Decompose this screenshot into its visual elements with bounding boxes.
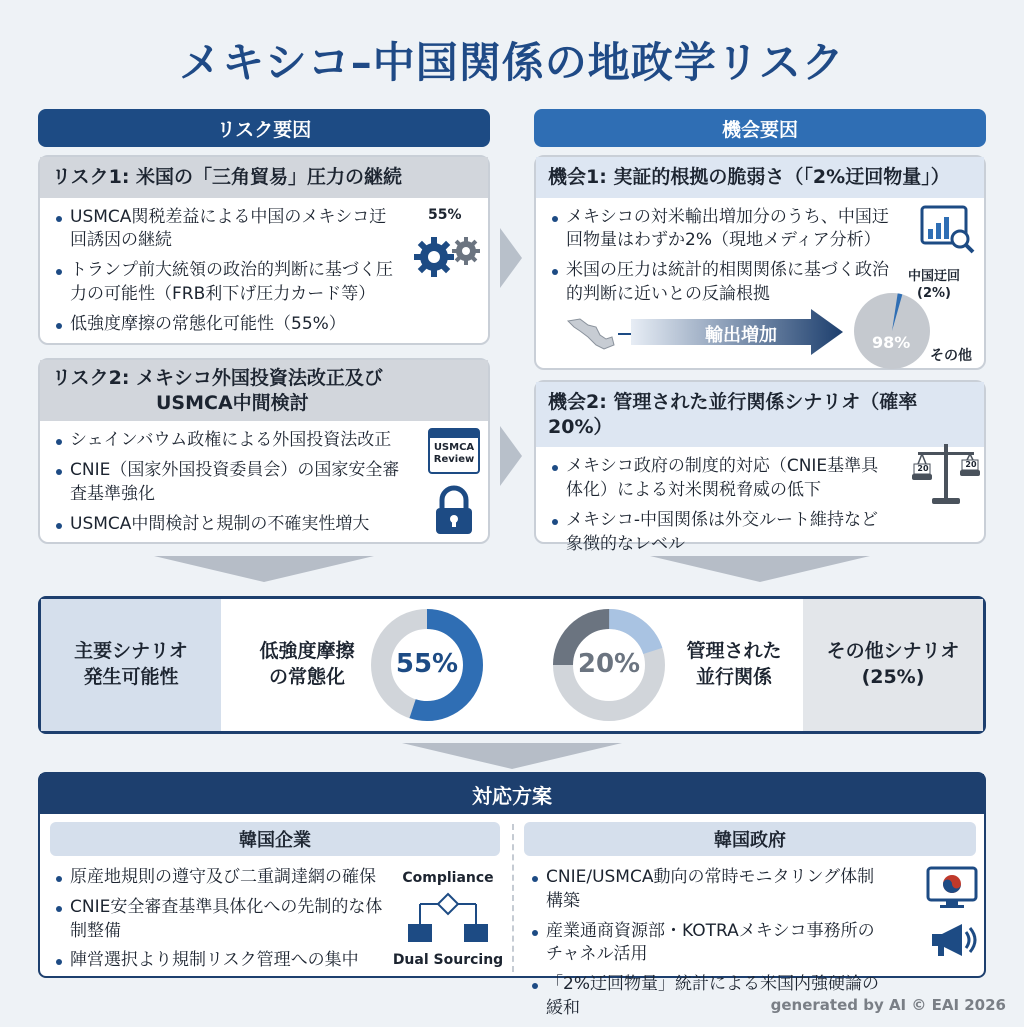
pie-main-label: 98%: [872, 333, 911, 352]
other-scenario-line2: (25%): [861, 666, 925, 688]
risk2-bullet: USMCA中間検討と規制の不確実性増大: [54, 513, 408, 537]
page-title: メキシコ–中国関係の地政学リスク: [179, 38, 845, 87]
opp1-card: [534, 155, 986, 370]
risk1-card: [38, 155, 490, 345]
scenario-label-line2: 発生可能性: [83, 666, 179, 688]
risk2-bullet: CNIE（国家外国投資委員会）の国家安全審査基準強化: [54, 459, 408, 507]
risk1-title: リスク1: 米国の「三角貿易」圧力の継続: [40, 157, 488, 198]
gear-percent-label: 55%: [428, 207, 462, 223]
risk1-bullet: USMCA関税差益による中国のメキシコ迂回誘因の継続: [54, 206, 398, 254]
analytics-icon: [920, 205, 976, 255]
korea-gov-bullet: CNIE/USMCA動向の常時モニタリング体制構築: [530, 866, 884, 914]
pie-other-label: その他: [930, 348, 972, 364]
response-header: 対応方案: [40, 774, 984, 814]
korea-gov-bullet: 「2%迂回物量」統計による米国内強硬論の緩和: [530, 973, 884, 1021]
korea-corp-header: 韓国企業: [50, 822, 500, 856]
risk2-title-line2: USMCA中間検討: [156, 391, 309, 414]
dual-sourcing-diagram-icon: [406, 890, 490, 948]
opp1-title: 機会1: 実証的根拠の脆弱さ（「2%迂回物量」）: [536, 157, 984, 198]
down-arrow-icon: [650, 556, 870, 582]
risk-header: リスク要因: [38, 109, 490, 147]
scale-right-weight: 20: [965, 460, 977, 469]
scenario1-value: 55%: [395, 649, 459, 679]
korea-gov-bullet: 産業通商資源部・KOTRAメキシコ事務所のチャネル活用: [530, 920, 884, 968]
korea-corp-bullet: 原産地規則の遵守及び二重調達網の確保: [54, 866, 388, 890]
korea-gov-header: 韓国政府: [524, 822, 976, 856]
calendar-line2: Review: [433, 454, 475, 465]
scenario2-value: 20%: [577, 649, 641, 679]
calendar-line1: USMCA: [433, 442, 475, 453]
scenario1-label: [237, 599, 377, 731]
opp2-bullet: メキシコ政府の制度的対応（CNIE基準具体化）による対米関税脅威の低下: [550, 455, 894, 503]
pie-small-label: [908, 269, 960, 303]
scenario2-line2: 並行関係: [695, 666, 772, 688]
scale-left-weight: 20: [917, 464, 929, 473]
connector-line: [618, 333, 632, 335]
down-arrow-icon: [402, 743, 622, 769]
column-divider: [512, 824, 514, 972]
opp2-bullet: メキシコ-中国関係は外交ルート維持など象徴的なレベル: [550, 509, 894, 557]
opportunity-header: 機会要因: [534, 109, 986, 147]
risk2-card: [38, 358, 490, 544]
other-scenario-cell: [803, 599, 983, 731]
opp2-card: [534, 380, 986, 554]
scenario-label-cell: [41, 599, 221, 731]
other-scenario-line1: その他シナリオ: [826, 640, 960, 663]
diversion-pie-chart: [852, 291, 932, 371]
scenario-label-line1: 主要シナリオ: [74, 640, 188, 663]
scenario1-line1: 低強度摩擦: [259, 640, 355, 663]
scenario2-label: [669, 599, 799, 731]
pie-small-label-line1: 中国迂回: [908, 269, 961, 284]
calendar-icon: [428, 428, 480, 474]
chevron-right-icon: [500, 228, 522, 288]
watermark: generated by AI © EAI 2026: [770, 996, 1006, 1014]
risk1-bullet: 低強度摩擦の常態化可能性（55%）: [54, 313, 398, 337]
compliance-label: Compliance: [402, 870, 494, 886]
export-arrow-label: 輸出増加: [705, 325, 777, 346]
risk2-title-line1: リスク2: メキシコ外国投資法改正及び: [52, 367, 383, 389]
scenario2-line1: 管理された: [686, 640, 782, 663]
down-arrow-icon: [154, 556, 374, 582]
risk2-bullet: シェインバウム政権による外国投資法改正: [54, 429, 408, 453]
risk2-title: [40, 360, 488, 421]
monitor-flag-icon: [926, 866, 978, 910]
scenario-panel: [38, 596, 986, 734]
balance-scale-icon: [910, 440, 982, 508]
scenario1-line2: の常態化: [268, 666, 345, 688]
mexico-map-icon: [566, 315, 616, 353]
lock-icon: [432, 486, 476, 536]
megaphone-icon: [928, 920, 978, 960]
risk1-bullet: トランプ前大統領の政治的判断に基づく圧力の可能性（FRB利下げ圧力カード等）: [54, 259, 398, 307]
dual-sourcing-label: Dual Sourcing: [392, 952, 504, 968]
opp2-title: 機会2: 管理された並行関係シナリオ（確率20%）: [536, 382, 984, 447]
opp1-bullet: 米国の圧力は統計的相関関係に基づく政治的判断に近いとの反論根拠: [550, 259, 894, 307]
pie-small-label-line2: (2%): [917, 285, 951, 301]
korea-corp-bullet: 陣営選択より規制リスク管理への集中: [54, 949, 388, 973]
korea-corp-bullet: CNIE安全審査基準具体化への先制的な体制整備: [54, 896, 388, 944]
gear-icon: [410, 227, 490, 283]
opp1-bullet: メキシコの対米輸出増加分のうち、中国迂回物量はわずか2%（現地メディア分析）: [550, 206, 894, 254]
chevron-right-icon: [500, 426, 522, 486]
